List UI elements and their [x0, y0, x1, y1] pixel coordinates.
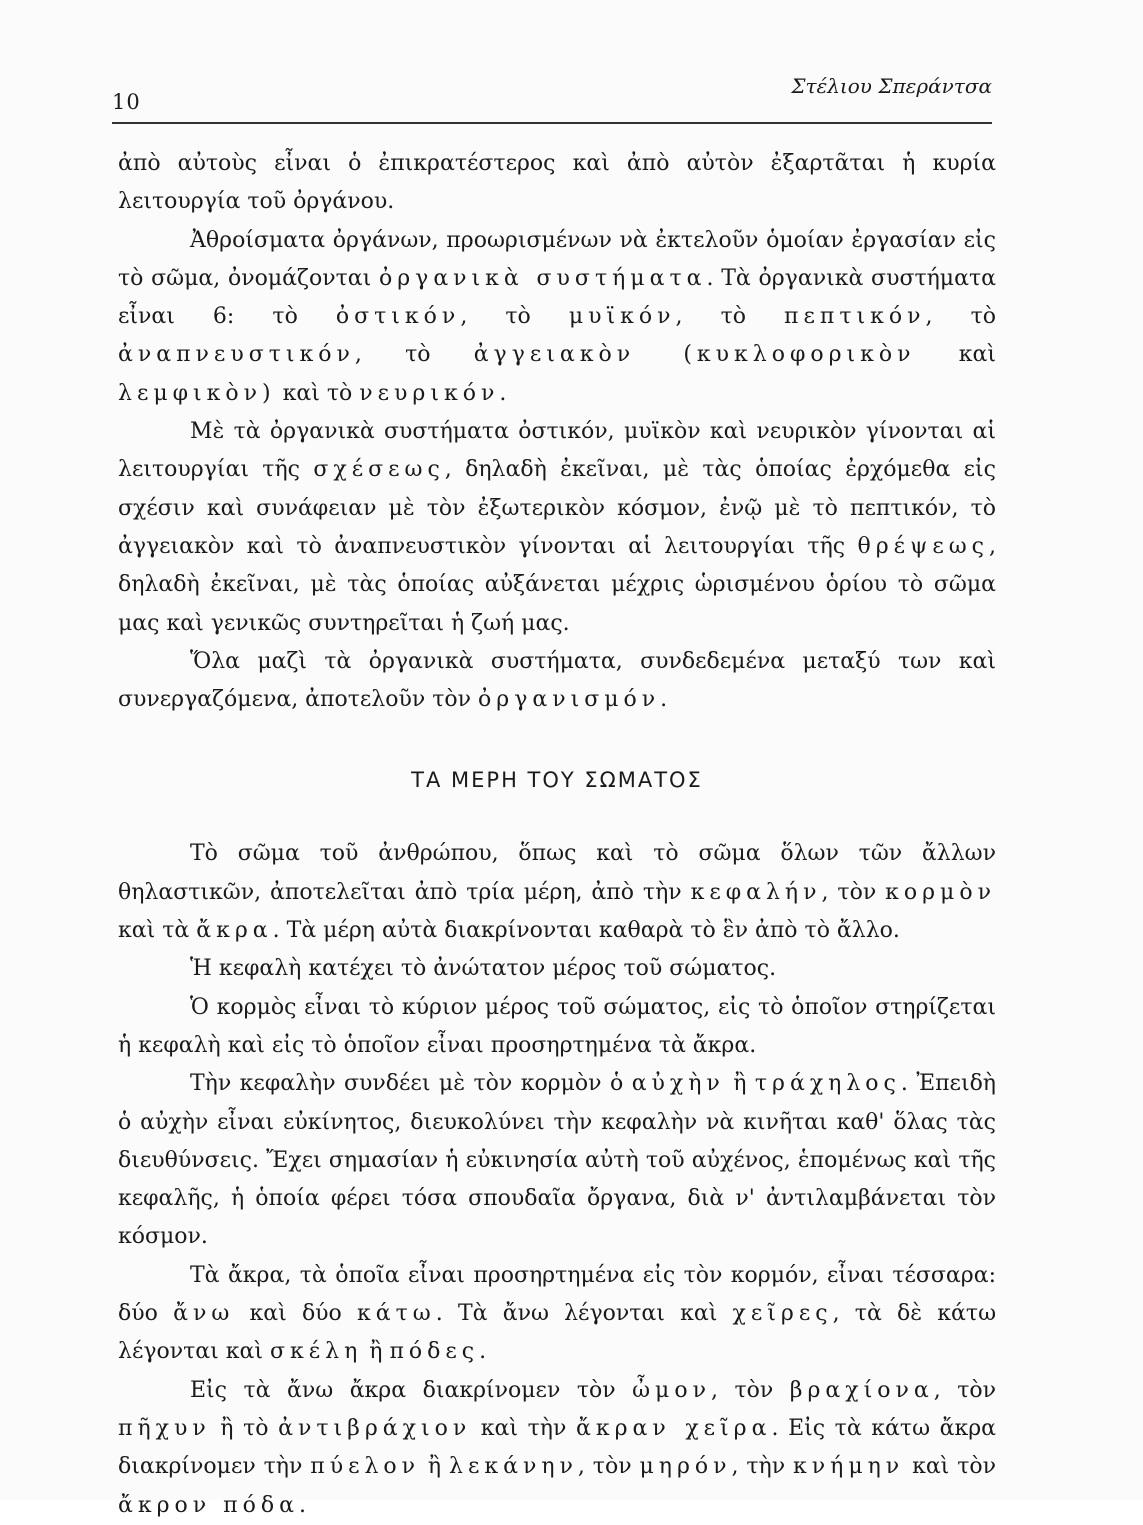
spaced-term: μηρόν: [639, 1454, 732, 1480]
spaced-term: λεμφικὸν): [118, 380, 276, 406]
spaced-term: λεκάνην: [449, 1454, 578, 1480]
text-run: ἢ: [420, 1454, 449, 1480]
spaced-term: ἀντιβράχιον: [278, 1415, 472, 1441]
text-run: Μὲ τὰ ὀργανικὰ συστήματα ὀστικόν, μυϊκὸν καὶ νευρικὸν γίνονται αἱ λειτουργίαι τῆς: [118, 419, 996, 483]
spaced-term: ὦμον: [632, 1377, 711, 1403]
running-head: Στέλιου Σπεράντσα: [791, 74, 992, 98]
spaced-term: πῆχυν: [118, 1415, 211, 1441]
text-run: .: [298, 1492, 306, 1518]
spaced-term: τράχηλος: [754, 1071, 901, 1097]
spaced-term: θρέψεως: [857, 533, 989, 559]
text-run: , τὸν: [933, 1377, 996, 1403]
text-run: .: [479, 1339, 487, 1365]
text-run: .: [499, 380, 507, 406]
text-run: , δηλαδὴ ἐκεῖναι, μὲ τὰς ὁποίας αὐξάνεται μέχρις ὡρισμένου ὁρίου τὸ σῶμα μας καὶ γενικῶς συντηρεῖται ἡ ζωή μας.: [118, 533, 996, 636]
text-run: Τὰ ἄκρα, τὰ ὁποῖα εἶναι προσηρτημένα εἰς τὸν κορμόν, εἶναι τέσσαρα: δύο: [118, 1262, 996, 1327]
text-run: . Ἐπειδὴ ὁ αὐχὴν εἶναι εὐκίνητος, διευκολύνει τὴν κεφαλὴν νὰ κινῆται καθ' ὅλας τὰς διευθύνσεις. Ἔχει σημασίαν ἡ εὐκινησία αὐτὴ τοῦ αὐχένος, ἑπομένως καὶ τῆς κεφαλῆς, ἡ ὁποία φέρει τόσα σπουδαῖα ὄργανα, διὰ ν' ἀντιλαμβάνεται τὸν κόσμον.: [118, 1071, 996, 1250]
text-run: καὶ τὴν: [471, 1415, 576, 1441]
paragraph: [118, 222, 996, 413]
text-run: . Τὰ ὀργανικὰ συστήματα εἶναι 6: τὸ: [118, 265, 996, 330]
text-run: Ὅλα μαζὶ τὰ ὀργανικὰ συστήματα, συνδεδεμένα μεταξύ των καὶ συνεργαζόμενα, ἀποτελοῦν τὸν: [118, 648, 996, 713]
text-run: , τὸν: [710, 1377, 790, 1403]
text-run: Εἰς τὰ ἄνω ἄκρα διακρίνομεν τὸν: [190, 1377, 633, 1403]
spaced-term: νευρικόν: [359, 380, 500, 406]
header-rule: [112, 122, 992, 124]
spaced-term: ἄκρα: [196, 918, 273, 944]
text-run: . Εἰς τὰ κάτω ἄκρα διακρίνομεν τὴν: [118, 1415, 996, 1480]
paragraph: ἀπὸ αὐτοὺς εἶναι ὁ ἐπικρατέστερος καὶ ἀπὸ αὐτὸν ἐξαρτᾶται ἡ κυρία λειτουργία τοῦ ὀργάνου.: [118, 151, 996, 215]
page-number: 10: [112, 90, 141, 114]
text-run: Τὴν κεφαλὴν συνδέει μὲ τὸν κορμὸν ὁ: [190, 1071, 632, 1097]
spaced-term: πύελον: [310, 1454, 421, 1480]
paragraph: [118, 413, 996, 643]
text-run: καὶ τὸ: [275, 380, 360, 406]
spaced-term: ὀργανικὰ συστήματα: [379, 265, 707, 291]
text-run: , τὸ: [925, 304, 996, 330]
spaced-term: κνήμην: [793, 1454, 905, 1480]
section-heading: ΤΑ ΜΕΡΗ ΤΟΥ ΣΩΜΑΤΟΣ: [411, 768, 703, 793]
spaced-term: βραχίονα: [789, 1377, 934, 1403]
spaced-term: ἀγγειακὸν (κυκλοφορικὸν: [473, 342, 916, 368]
spaced-term: ἀναπνευστικόν: [118, 342, 355, 368]
spaced-term: κορμὸν: [885, 879, 996, 905]
text-run: ἢ: [724, 1071, 755, 1097]
paragraph: [118, 1065, 996, 1256]
text-run: καὶ δύο: [234, 1301, 358, 1327]
text-run: καὶ: [915, 342, 996, 368]
spaced-term: αὐχὴν: [631, 1071, 725, 1097]
text-run: , τὸν: [577, 1454, 640, 1480]
page-body: [118, 145, 996, 1525]
paragraph: [118, 835, 996, 950]
spaced-term: ὀστικόν: [335, 304, 461, 330]
text-run: ἢ: [362, 1339, 390, 1365]
text-run: , τὸ: [354, 342, 474, 368]
spaced-term: ἄνω: [173, 1301, 235, 1327]
paragraph: Ἡ κεφαλὴ κατέχει τὸ ἀνώτατον μέρος τοῦ σώματος.: [190, 956, 777, 982]
spaced-term: μυϊκόν: [568, 304, 676, 330]
text-run: ἢ τὸ: [210, 1415, 279, 1441]
text-run: Ἀθροίσματα ὀργάνων, προωρισμένων νὰ ἐκτελοῦν ὁμοίαν ἐργασίαν εἰς τὸ σῶμα, ὀνομάζονται: [118, 227, 996, 291]
spaced-term: χεῖρες: [732, 1301, 833, 1327]
text-run: , τὸν: [821, 879, 886, 905]
spaced-term: σκέλη: [269, 1339, 363, 1365]
text-run: , τὸ: [460, 304, 569, 330]
spaced-term: κάτω: [357, 1301, 436, 1327]
spaced-term: πόδες: [389, 1339, 480, 1365]
spaced-term: ἄκρον πόδα: [118, 1492, 299, 1518]
spaced-term: σχέσεως: [313, 457, 445, 483]
text-run: , τὸ: [675, 304, 785, 330]
text-run: καὶ τὸν: [904, 1454, 996, 1480]
paragraph: [118, 1372, 996, 1525]
spaced-term: ἄκραν χεῖρα: [575, 1415, 772, 1441]
spaced-term: κεφαλήν: [690, 879, 822, 905]
text-run: Τὸ σῶμα τοῦ ἀνθρώπου, ὅπως καὶ τὸ σῶμα ὅλων τῶν ἄλλων θηλαστικῶν, ἀποτελεῖται ἀπὸ τρία μέρη, ἀπὸ τὴν: [118, 841, 996, 905]
text-run: . Τὰ ἄνω λέγονται καὶ: [435, 1301, 733, 1327]
page-header: [112, 68, 992, 128]
text-run: , δηλαδὴ ἐκεῖναι, μὲ τὰς ὁποίας ἐρχόμεθα εἰς σχέσιν καὶ συνάφειαν μὲ τὸν ἐξωτερικὸν κόσμον, ἐνῷ μὲ τὸ πεπτικόν, τὸ ἀγγειακὸν καὶ τὸ ἀναπνευστικὸν γίνονται αἱ λειτουργίαι τῆς: [118, 457, 997, 559]
spaced-term: ὀργανισμόν: [478, 687, 661, 713]
spaced-term: πεπτικόν: [784, 304, 926, 330]
paragraph: [118, 1257, 996, 1372]
text-run: , τὴν: [731, 1454, 794, 1480]
text-run: καὶ τὰ: [118, 918, 197, 944]
paragraph: [118, 643, 996, 720]
paragraph: Ὁ κορμὸς εἶναι τὸ κύριον μέρος τοῦ σώματος, εἰς τὸ ὁποῖον στηρίζεται ἡ κεφαλὴ καὶ εἰς τὸ ὁποῖον εἶναι προσηρτημένα τὰ ἄκρα.: [118, 994, 996, 1058]
text-run: , τὰ δὲ κάτω λέγονται καὶ: [118, 1301, 997, 1365]
text-run: . Τὰ μέρη αὐτὰ διακρίνονται καθαρὰ τὸ ἓν ἀπὸ τὸ ἄλλο.: [272, 918, 900, 944]
text-run: .: [660, 687, 668, 713]
